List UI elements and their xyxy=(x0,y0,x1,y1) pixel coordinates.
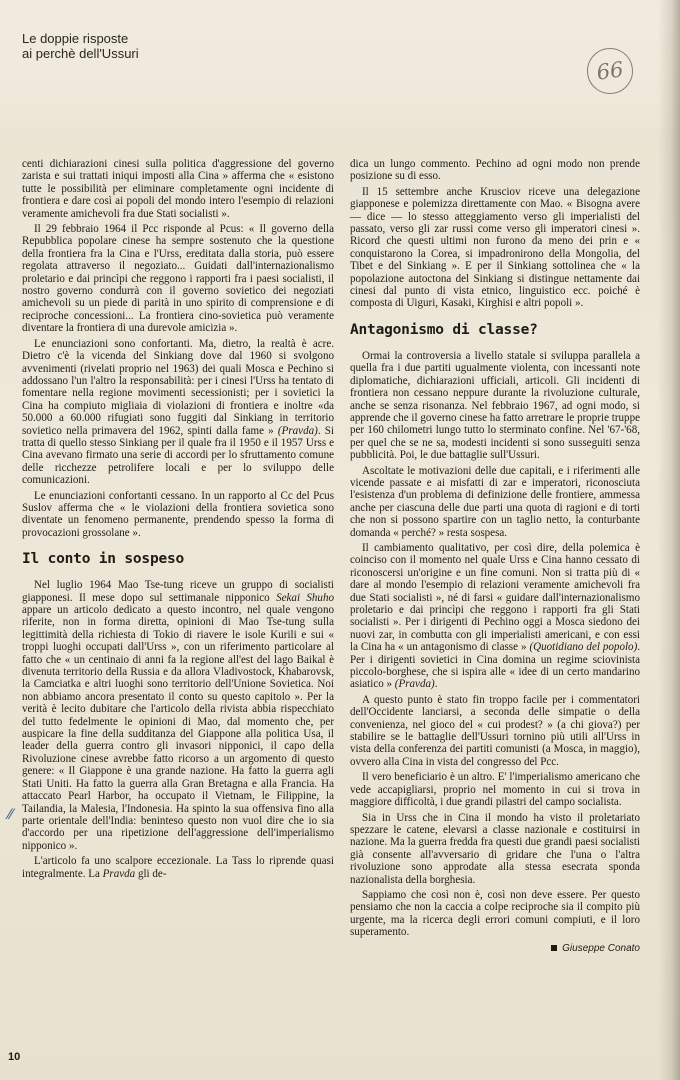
header-line-1: Le doppie risposte xyxy=(22,31,129,46)
paragraph: centi dichiarazioni cinesi sulla politica d'aggressione del governo zarista e sui trattati iniqui imposti alla Cina » afferma che « esistono tutte le possibilità per eliminare completamente ogni incidente di frontiera e dare così ai popoli del mondo intero l'esempio di relazioni veramente amichevoli fra due Stati socialisti ». xyxy=(22,158,334,220)
text: Il cambiamento qualitativo, per così dire, della polemica è coinciso con il momento nel quale Urss e Cina hanno cessato di riconoscersi un'origine e un fine comuni. Non si tratta più di « dare al mondo l'esempio di relazioni veramente amichevoli fra due Stati socialisti », né di farsi « guidare dall'internazionalismo proletario e dai princìpi che reggono i rapporti fra gli Stati socialisti ». Per i dirigenti di Pechino oggi a Mosca siedono dei nuovi zar, in combutta con gli imperialisti americani, e con essi la Cina ha « un antagonismo di classe » xyxy=(350,541,640,654)
paragraph xyxy=(22,855,334,880)
paragraph: Il vero beneficiario è un altro. E' l'imperialismo americano che vede accapigliarsi, proprio nel momento in cui si trova in maggiore difficoltà, i due grandi pilastri del campo socialista. xyxy=(350,771,640,809)
source-citation: (Quotidiano del popolo) xyxy=(529,641,638,654)
text: . Si tratta di quello stesso Sinkiang per il quale fra il 1950 e il 1957 Urss e Cina avevano firmato una serie di accordi per lo sfruttamento comune delle ricchezze petrolifere locali e per lo sviluppo delle comunicazioni. xyxy=(22,424,334,487)
paragraph: Il 15 settembre anche Krusciov riceve una delegazione giapponese e polemizza direttamente con Mao. « Bisogna avere — dice — lo stesso atteggiamento verso gli imperialisti del passato, verso gli zar russi come verso gli imperatori cinesi ». Ricord che questi ultimi non furono da meno dei prin e « conquistarono la Corea, si impadronirono della Mongolia, del Tibet e del Sinkiang ». E per il Sinkiang sottolinea che « la popolazione autoctona del Sinkiang si distingue nettamente dai cinesi dal punto di vista etnico, linguistico ecc. poiché è composta di Uiguri, Kasaki, Kirghisi e altri popoli ». xyxy=(350,185,640,310)
text: Le enunciazioni sono confortanti. Ma, dietro, la realtà è acre. Dietro c'è la vicenda del Sinkiang dove dal 1960 si svolgono avvenimenti (rivelati proprio nel 1963) dei quali Mosca e Pechino si addossano l'un l'altro la responsabilità: per i cinesi l'Urss ha tentato di fomentare nella regione movimenti secessionisti; per i sovietici la Cina ha compiuto migliaia di violazioni di frontiera e inoltre «da 50.000 a 60.000 rifugiati sono fuggiti dal Sinkiang in territorio sovietico nella primavera del 1962, spinti dalla fame » xyxy=(22,337,334,437)
text: gli de- xyxy=(137,867,167,880)
author-signature xyxy=(350,943,640,955)
paragraph: Sappiamo che così non è, così non deve essere. Per questo pensiamo che non la caccia a colpe reciproche sia il compito più urgente, ma la ricerca degli errori comuni compiuti, e il loro superamento. xyxy=(350,888,640,939)
paragraph xyxy=(350,542,640,691)
paragraph: Ascoltate le motivazioni delle due capitali, e i riferimenti alle vicende passate e ai misfatti di zar e imperatori, riconosciuta l'esistenza d'un problema di definizione delle frontiere, ammessa anche per ciascuna delle due parti una quota di ragioni e di torti che non si possono spartire con un taglio netto, la conturbante domanda « perché? » resta sospesa. xyxy=(350,464,640,539)
page-number: 10 xyxy=(8,1051,21,1063)
text: . xyxy=(434,678,438,691)
left-column xyxy=(22,158,334,883)
source-citation: (Pravda) xyxy=(394,678,435,691)
paragraph: Le enunciazioni confortanti cessano. In un rapporto al Cc del Pcus Suslov afferma che « le violazioni della frontiera sovietica sono diventate un fenomeno permanente, prendendo spesso la forma di provocazioni grossolane ». xyxy=(22,489,334,539)
paragraph: dica un lungo commento. Pechino ad ogni modo non prende posizione su di esso. xyxy=(350,158,640,183)
source-citation: (Pravda) xyxy=(277,424,318,437)
section-heading: Il conto in sospeso xyxy=(22,551,185,568)
running-header xyxy=(22,31,139,61)
page-edge-shadow xyxy=(658,0,680,1080)
text: . Per i dirigenti sovietici in Cina domina un regime sciovinista piccolo-borghese, che si ispira alle « idee di un certo mandarino asiatico » xyxy=(350,641,641,691)
journal-name: Pravda xyxy=(102,867,136,880)
header-line-2: ai perchè dell'Ussuri xyxy=(22,46,139,61)
top-margin xyxy=(0,0,680,128)
handwritten-page-number: 66 xyxy=(584,45,636,97)
paragraph: Il 29 febbraio 1964 il Pcc risponde al Pcus: « Il governo della Repubblica popolare cinese ha sempre sostenuto che la questione della frontiera fra la Cina e l'Urss, ereditata dalla storia, può essere regolata attraverso il negoziato... Guidati dall'internazionalismo proletario e dai princìpi che reggono i rapporti fra i paesi socialisti, il nostro governo condurrà con il governo sovietico dei negoziati amichevoli su un piede di parità in uno spirito di comprensione e di reciproche concessioni... La frontiera cino-sovietica può veramente diventare la frontiera di una durevole amicizia ». xyxy=(22,223,334,335)
text: L'articolo fa uno scalpore eccezionale. La Tass lo riprende quasi integralmente. La xyxy=(22,855,334,880)
paragraph: Ormai la controversia a livello statale si sviluppa parallela a quella fra i due partiti ugualmente violenta, con incessanti note diplomatiche, dichiarazioni ufficiali, articoli. Gli incidenti di frontiera non cessano neppure durante la rivoluzione culturale, anche se senza risonanza. Nel febbraio 1967, ad ogni modo, si apprende che il governo cinese ha fatto arretrare le proprie truppe per 160 chilometri lungo tutto lo sterminato confine. Nel '67-'68, per quel che se ne sa, modesti incidenti si sono susseguiti senza pubblicità. Poi, le due battaglie sull'Ussuri. xyxy=(350,349,640,462)
text: Nel luglio 1964 Mao Tse-tung riceve un gruppo di socialisti giapponesi. Il mese dopo sul settimanale nipponico xyxy=(22,579,334,604)
right-column xyxy=(350,158,640,955)
paragraph: Sia in Urss che in Cina il mondo ha visto il proletariato spezzare le catene, elevarsi a classe nazionale e costituirsi in nazione. Ma la guerra fredda fra questi due grandi paesi socialisti già consente all'avversario di gridare che l'una o l'altra rivoluzione sono approdate alla stessa esecrata sponda nazionalista della borghesia. xyxy=(350,811,640,886)
margin-pen-mark: ⁄⁄ xyxy=(8,807,13,823)
paragraph xyxy=(22,579,334,852)
text: appare un articolo dedicato a questo incontro, nel quale vengono riferite, non in forma diretta, opinioni di Mao Tse-tung sulla legittimità della richiesta di Tokio di riavere le isole Kurili e sui « troppi luoghi occupati dall'Urss », con un riferimento particolare al fatto che « un centinaio di anni fa la regione all'est del lago Baikal è divenuta territorio della Russia e da allora Vladivostock, Khabarovsk, la Camciatka e altri luoghi sono territorio dell'Unione Sovietica. Noi non abbiamo ancora presentato il conto su questo capitolo ». Per la verità è lecito dubitare che l'articolo della rivista abbia rispecchiato del tutto fedelmente le opinioni di Mao, dal momento che, per auspicare la fine della sudditanza del Giappone alla politica Usa, il leader della guerra contro gli invasori nipponici, il capo della Rivoluzione cinese avrebbe fatto ricorso a un argomento di questo genere: « Il Giappone è una grande nazione. Ha fatto la guerra agli Stati Uniti. Ha fatto la guerra alla Gran Bretagna e alla Francia. Ha attaccato Pearl Harbor, ha occupato il Vietnam, le Filippine, la Tailandia, la Malesia, l'Indonesia. Ha spinto la sua offensiva fino alla parte orientale dell'India: beninteso questo non vuol dire che io sia d'accordo per una ripetizione dell'aggressione dell'imperialismo nipponico ». xyxy=(22,604,334,852)
author-name: Giuseppe Conato xyxy=(562,942,640,954)
paragraph xyxy=(22,338,334,487)
paragraph: A questo punto è stato fin troppo facile per i commentatori dell'Occidente lanciarsi, a seconda delle simpatie o della convenienza, nel gioco del « cui prodest? » (a chi giova?) per stabilire se le battaglie dell'Ussuri tornino più utili all'Urss in vista della conferenza dei partiti comunisti (a Mosca, in maggio), ovvero alla Cina in vista del congresso del Pcc. xyxy=(350,693,640,768)
section-heading: Antagonismo di classe? xyxy=(350,321,538,338)
journal-name: Sekai Shuho xyxy=(276,591,334,604)
square-bullet-icon xyxy=(551,945,557,951)
